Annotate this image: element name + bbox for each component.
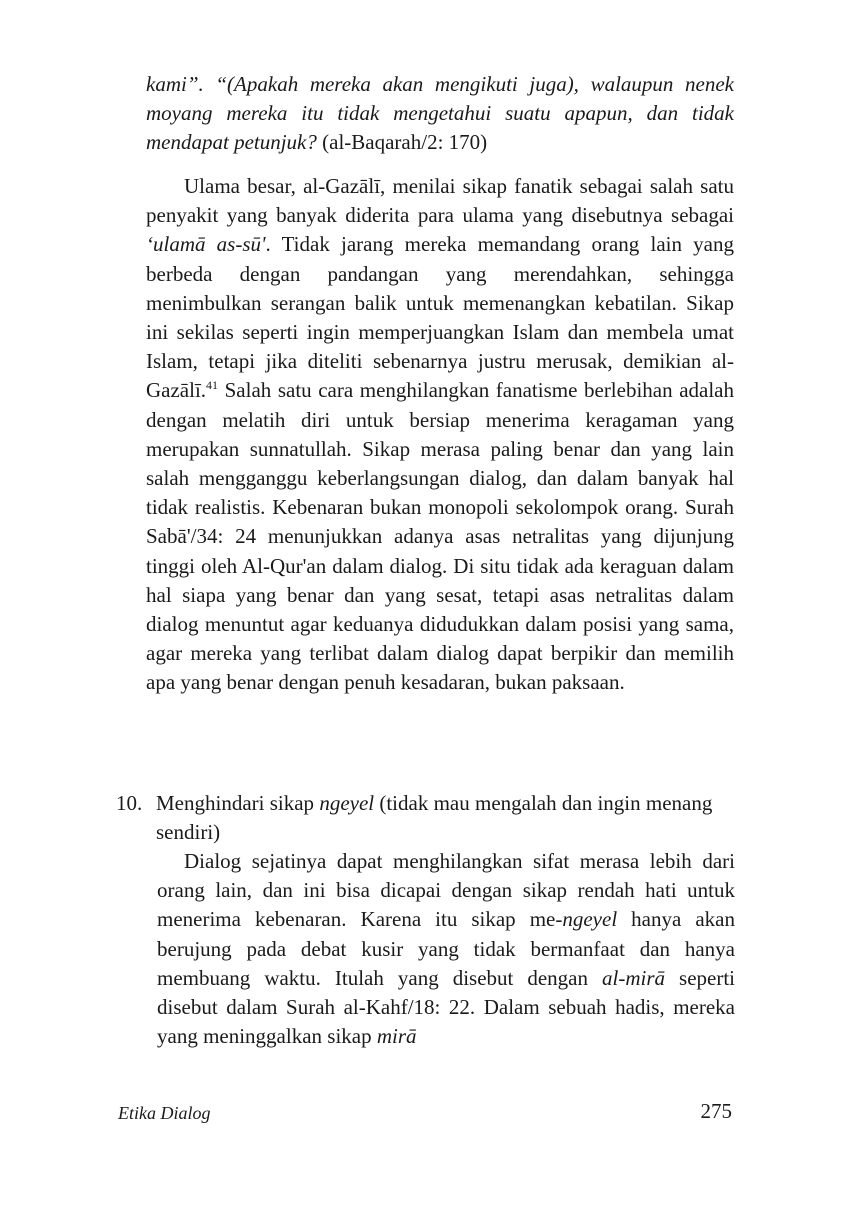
section-title — [156, 789, 736, 847]
page-number: 275 — [700, 1099, 732, 1123]
quote-continuation — [146, 70, 734, 158]
paragraph2-italic-almira: al-mirā — [602, 965, 666, 990]
section-title-italic: ngeyel — [319, 791, 375, 815]
paragraph1-text-2: . Tidak jarang mereka memandang orang lain yang berbeda dengan pandangan yang merendahkan, sehingga menimbulkan serangan balik untuk memenangkan kebatilan. Sikap ini sekilas seperti ingin memperjuangkan Islam dan membela umat Islam, tetapi jika diteliti sebenarnya justru merusak, demikian al-Gazālī. — [146, 232, 734, 403]
paragraph2-text-2: hanya akan berujung pada debat kusir yang tidak bermanfaat dan hanya membuang waktu. Itulah yang disebut dengan — [157, 907, 735, 990]
paragraph2-italic-mira: mirā — [376, 1024, 417, 1049]
paragraph1-text-3: Salah satu cara menghilangkan fanatisme berlebihan adalah dengan melatih diri untuk bersiap menerima keragaman yang merupakan sunnatullah. Sikap merasa paling benar dan yang lain salah mengganggu keberlangsungan dialog, dan dalam banyak hal tidak realistis. Kebenaran bukan monopoli sekolompok orang. Surah Sabā'/34: 24 menunjukkan adanya asas netralitas yang dijunjung tinggi oleh Al-Qur'an dalam dialog. Di situ tidak ada keraguan dalam hal siapa yang benar dan yang sesat, tetapi asas netralitas dalam dialog menuntut agar keduanya didudukkan dalam posisi yang sama, agar mereka yang terlibat dalam dialog dapat berpikir dan memilih apa yang benar dengan penuh kesadaran, bukan paksaan. — [146, 378, 734, 695]
paragraph2-text-3: seperti disebut dalam Surah al-Kahf/18: 22. Dalam sebuah hadis, mereka yang meninggalkan sikap — [157, 965, 735, 1049]
section-title-text-2: (tidak mau mengalah dan ingin menang sendiri) — [156, 791, 713, 845]
quote-italic-text: kami”. “(Apakah mereka akan mengikuti juga), walaupun nenek moyang mereka itu tidak mengetahui suatu apapun, dan tidak mendapat petunjuk? — [146, 72, 734, 155]
paragraph2-italic-ngeyel: ngeyel — [562, 907, 618, 932]
paragraph-al-gazali — [146, 172, 734, 698]
section-number: 10. — [116, 791, 143, 815]
footnote-marker: 41 — [206, 378, 219, 393]
quote-reference: (al-Baqarah/2: 170) — [316, 130, 488, 155]
paragraph1-italic-ulama: ‘ulamā as-sū' — [146, 232, 266, 257]
paragraph-dialog — [157, 847, 735, 1051]
paragraph2-text-1: Dialog sejatinya dapat menghilangkan sifat merasa lebih dari orang lain, dan ini bisa dicapai dengan sikap rendah hati untuk menerima kebenaran. Karena itu sikap me- — [157, 849, 735, 932]
running-footer-title: Etika Dialog — [118, 1103, 211, 1123]
section-title-text-1: Menghindari sikap — [156, 791, 320, 815]
paragraph1-text-1: Ulama besar, al-Gazālī, menilai sikap fanatik sebagai salah satu penyakit yang banyak diderita para ulama yang disebutnya sebagai — [146, 174, 734, 228]
section-heading-10 — [116, 789, 736, 847]
